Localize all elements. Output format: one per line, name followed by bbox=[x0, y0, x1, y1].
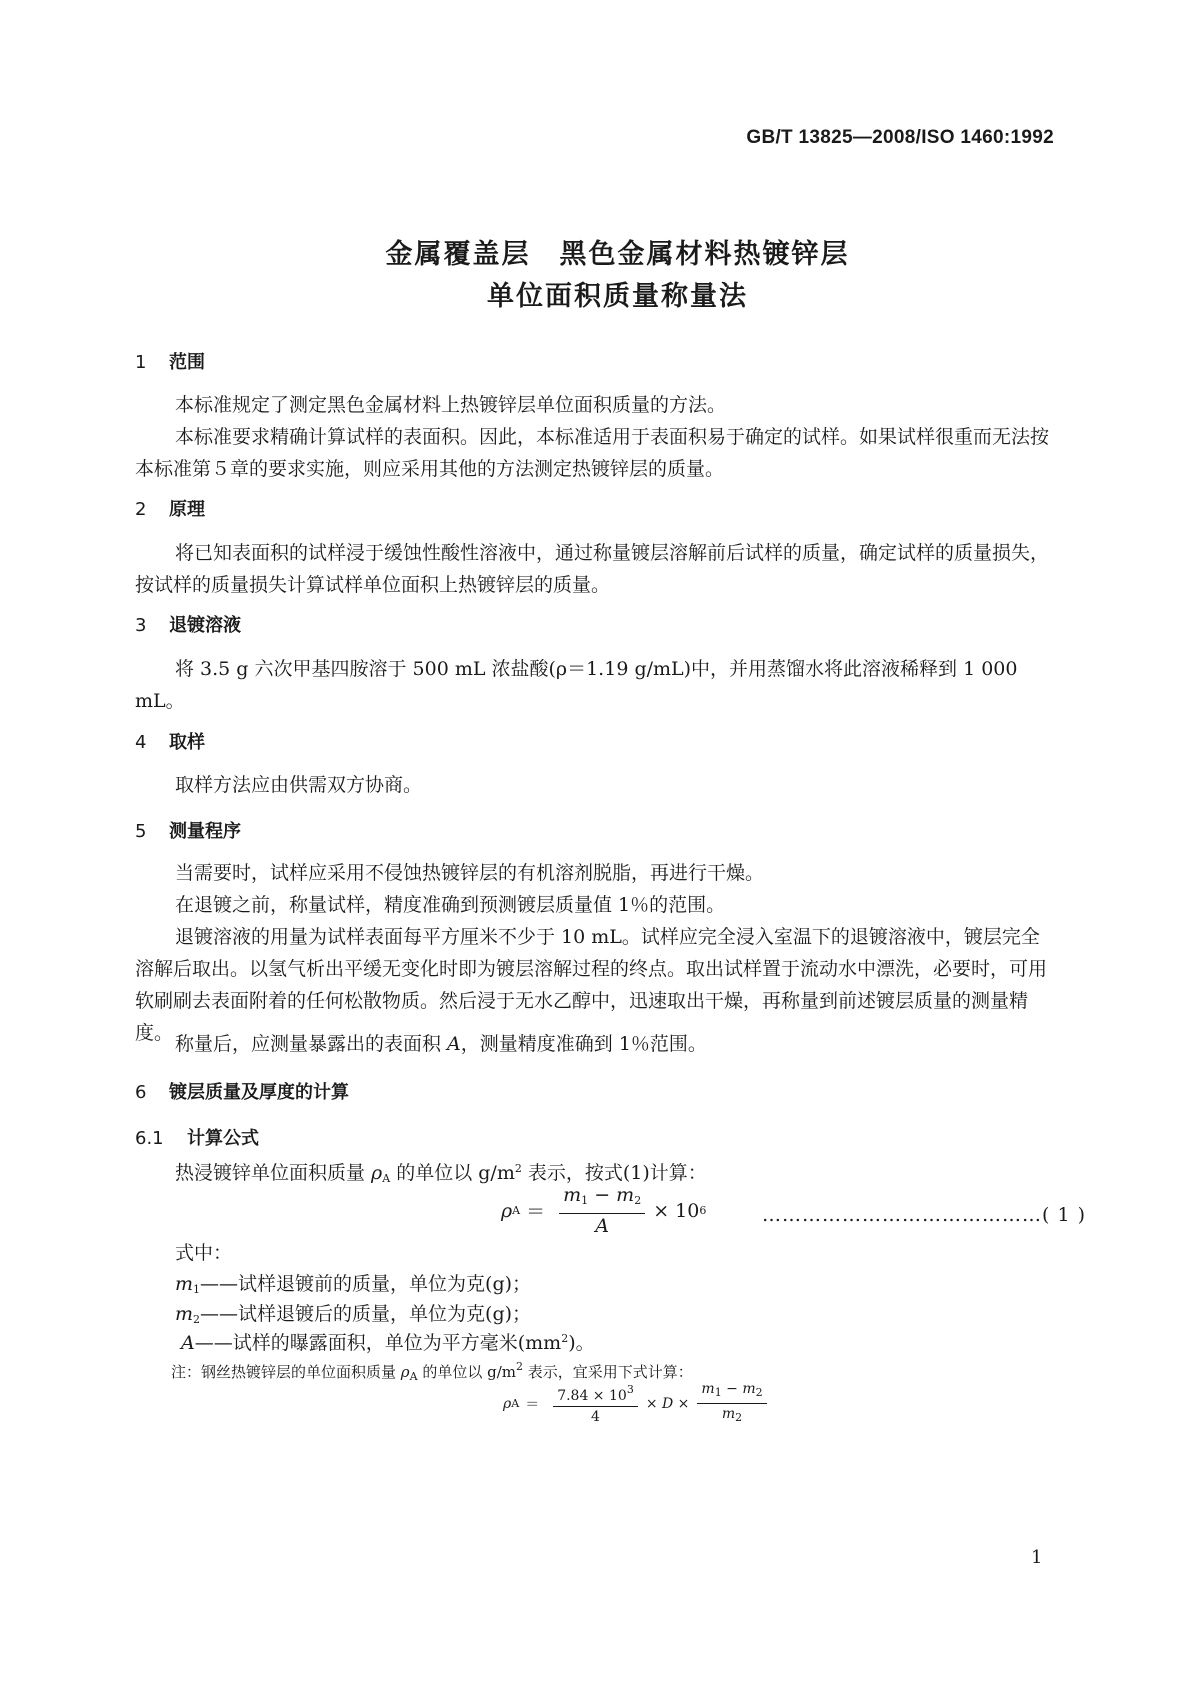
where-intro: 式中： bbox=[175, 1242, 233, 1264]
standard-code: GB/T 13825—2008/ISO 1460:1992 bbox=[746, 127, 1054, 148]
section-heading-scope bbox=[135, 348, 205, 374]
section-number: 6 bbox=[135, 1082, 147, 1103]
section-title: 测量程序 bbox=[169, 821, 241, 842]
section-title: 原理 bbox=[169, 499, 205, 520]
paragraph: 本标准要求精确计算试样的表面积。因此，本标准适用于表面积易于确定的试样。如果试样很重而无法按本标准第５章的要求实施，则应采用其他的方法测定热镀锌层的质量。 bbox=[135, 426, 1050, 480]
rho-symbol: ρ bbox=[371, 1162, 383, 1184]
paragraph: 退镀溶液的用量为试样表面每平方厘米不少于 10 mL。试样应完全浸入室温下的退镀溶液中，镀层完全溶解后取出。以氢气析出平缓无变化时即为镀层溶解过程的终点。取出试样置于流动水中漂洗，必要时，可用软刷刷去表面附着的任何松散物质。然后浸于无水乙醇中，迅速取出干燥，再称量到前述镀层质量的测量精度。 bbox=[135, 926, 1048, 1044]
paragraph: 将 3.5 g 六次甲基四胺溶于 500 mL 浓盐酸(ρ＝1.19 g/mL)中，并用蒸馏水将此溶液稀释到 1 000 mL。 bbox=[135, 658, 1018, 712]
subsection-heading-formula bbox=[135, 1124, 259, 1150]
where-item-m2: $m_2——$试样退镀后的质量，单位为克(g)； bbox=[175, 1303, 532, 1326]
fraction: $\frac{7.84 \times 10^3}{4}$ bbox=[553, 1380, 638, 1427]
paragraph: 将已知表面积的试样浸于缓蚀性酸性溶液中，通过称量镀层溶解前后试样的质量，确定试样的质量损失，按试样的质量损失计算试样单位面积上热镀锌层的质量。 bbox=[135, 542, 1050, 596]
section-number: 5 bbox=[135, 821, 147, 842]
paragraph: 取样方法应由供需双方协商。 bbox=[175, 774, 423, 796]
section-heading-sampling bbox=[135, 728, 205, 754]
section-number: 4 bbox=[135, 732, 147, 753]
section-title: 取样 bbox=[169, 732, 205, 753]
paragraph: 称量后，应测量暴露出的表面积 A，测量精度准确到 1％范围。 bbox=[175, 1033, 707, 1055]
section-title: 镀层质量及厚度的计算 bbox=[169, 1082, 349, 1103]
formula-leader: ……………………………………( 1 ) bbox=[762, 1204, 1086, 1226]
section-number: 6.1 bbox=[135, 1128, 164, 1149]
page-number: 1 bbox=[1031, 1547, 1043, 1568]
section-number: 1 bbox=[135, 352, 147, 373]
paragraph: 在退镀之前，称量试样，精度准确到预测镀层质量值 1％的范围。 bbox=[175, 894, 726, 916]
note: 注：钢丝热镀锌层的单位面积质量 $\rho_A$ 的单位以 $g/m^2$ 表示，宜采用下式计算： bbox=[171, 1360, 693, 1383]
fraction: $\frac{m_1 - m_2}{m_2}$ bbox=[697, 1379, 766, 1428]
paragraph: 当需要时，试样应采用不侵蚀热镀锌层的有机溶剂脱脂，再进行干燥。 bbox=[175, 862, 765, 884]
section-number: 2 bbox=[135, 499, 147, 520]
fraction: $\frac{m_1 - m_2}{A}$ bbox=[559, 1183, 645, 1238]
where-item-a: A——试样的曝露面积，单位为平方毫米$(mm^2)$。 bbox=[181, 1332, 595, 1354]
document-title-line-1: 金属覆盖层 黑色金属材料热镀锌层 bbox=[385, 239, 850, 270]
formula-1: ρ A ＝ $\frac{m_1 - m_2}{A}$ × 10 6 bbox=[501, 1184, 707, 1237]
note-formula: ρ A ＝ $\frac{7.84 \times 10^3}{4}$ × D × $\frac{m_1 - m_2}{m_2}$ bbox=[503, 1379, 775, 1428]
section-title: 范围 bbox=[169, 352, 205, 373]
where-item-m1: $m_1——$试样退镀前的质量，单位为克(g)； bbox=[175, 1273, 532, 1296]
section-heading-principle bbox=[135, 495, 205, 521]
section-title: 退镀溶液 bbox=[169, 615, 241, 636]
section-heading-stripping-solution bbox=[135, 611, 241, 637]
section-number: 3 bbox=[135, 615, 147, 636]
section-heading-procedure bbox=[135, 817, 241, 843]
section-heading-calculation bbox=[135, 1078, 349, 1104]
document-title-line-2: 单位面积质量称量法 bbox=[487, 281, 748, 312]
paragraph: 本标准规定了测定黑色金属材料上热镀锌层单位面积质量的方法。 bbox=[175, 394, 727, 416]
section-title: 计算公式 bbox=[187, 1128, 259, 1149]
paragraph: 热浸镀锌单位面积质量 $\rho_A$ 的单位以 $g/m^2$ 表示，按式(1)计算： bbox=[175, 1162, 707, 1185]
formula-label: ( 1 ) bbox=[1042, 1204, 1086, 1226]
variable-A: A bbox=[447, 1033, 461, 1055]
